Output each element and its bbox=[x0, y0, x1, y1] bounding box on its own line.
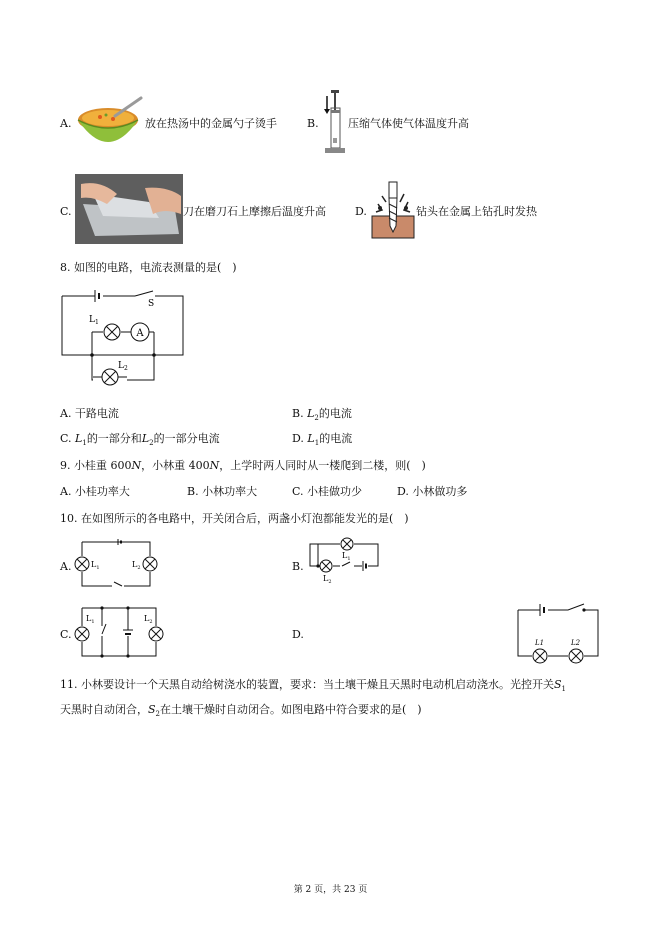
q10-option-c-label: C. bbox=[60, 628, 72, 641]
svg-text:L1: $L_1$ bbox=[86, 614, 95, 625]
q7-option-c-text: 刀在磨刀石上摩擦后温度升高 bbox=[183, 205, 326, 218]
q9-option-d: D. 小林做功多 bbox=[397, 485, 468, 498]
svg-text:L2: L2 bbox=[571, 639, 581, 647]
q9-option-c: C. 小桂做功少 bbox=[292, 485, 363, 498]
q10-circuit-a bbox=[74, 538, 160, 590]
q8-option-d: D. $L_1$的电流 bbox=[292, 432, 353, 448]
svg-text:L1: L1 bbox=[535, 639, 545, 647]
q10-stem: 10. 在如图所示的各电路中，开关闭合后，两盏小灯泡都能发光的是( ) bbox=[60, 512, 409, 525]
drill-bit-metal-image bbox=[370, 180, 416, 240]
q7-option-a-label: A. bbox=[60, 117, 72, 130]
q10-option-a-label: A. bbox=[60, 560, 72, 573]
knife-sharpening-image bbox=[75, 174, 183, 244]
q7-option-c-label: C. bbox=[60, 205, 72, 218]
q7-option-d-label: D. bbox=[355, 205, 367, 218]
q9-option-a: A. 小桂功率大 bbox=[60, 485, 130, 498]
ammeter-label: A bbox=[136, 328, 144, 339]
q7-option-b-label: B. bbox=[307, 117, 319, 130]
compression-syringe-image bbox=[322, 88, 346, 158]
lamp-l1-label: $L_1$ bbox=[89, 315, 99, 326]
q7-option-d-text: 钻头在金属上钻孔时发热 bbox=[416, 205, 537, 218]
q11-stem-line1: 11. 小林要设计一个天黑自动给树浇水的装置，要求：当土壤干燥且天黑时电动机启动浇水。光控开关$S_1$ bbox=[60, 678, 567, 694]
svg-text:L1: $L_1$ bbox=[91, 560, 100, 571]
q9-option-b: B. 小林功率大 bbox=[187, 485, 258, 498]
svg-text:L2: $L_2$ bbox=[132, 560, 141, 571]
q10-option-d-label: D. bbox=[292, 628, 304, 641]
q7-option-a-text: 放在热汤中的金属勺子烫手 bbox=[145, 117, 277, 130]
switch-s-label: S bbox=[148, 299, 155, 309]
q8-option-a: A. 干路电流 bbox=[60, 407, 119, 420]
q10-b-l1-label: $L_1$ bbox=[342, 551, 351, 562]
q8-option-c: C. $L_1$的一部分和$L_2$的一部分电流 bbox=[60, 432, 220, 448]
svg-text:L2: $L_2$ bbox=[144, 614, 153, 625]
q8-stem: 8. 如图的电路，电流表测量的是( ) bbox=[60, 261, 237, 274]
q7-option-b-text: 压缩气体使气体温度升高 bbox=[348, 117, 469, 130]
hot-soup-bowl-image bbox=[75, 92, 145, 158]
q10-circuit-d bbox=[514, 600, 604, 668]
q11-stem-line2: 天黑时自动闭合，$S_2$在土壤干燥时自动闭合。如图电路中符合要求的是( ) bbox=[60, 703, 422, 719]
q10-b-l2-label: $L_2$ bbox=[323, 574, 332, 585]
q8-option-b: B. $L_2$的电流 bbox=[292, 407, 352, 423]
q9-stem: 9. 小桂重 600N，小林重 400N，上学时两人同时从一楼爬到二楼，则( ) bbox=[60, 459, 426, 472]
q10-option-b-label: B. bbox=[292, 560, 304, 573]
q10-circuit-c bbox=[74, 604, 164, 660]
page-footer: 第 2 页，共 23 页 bbox=[293, 885, 368, 895]
q8-circuit-diagram bbox=[55, 286, 195, 386]
lamp-l2-label: $L_2$ bbox=[118, 361, 128, 372]
